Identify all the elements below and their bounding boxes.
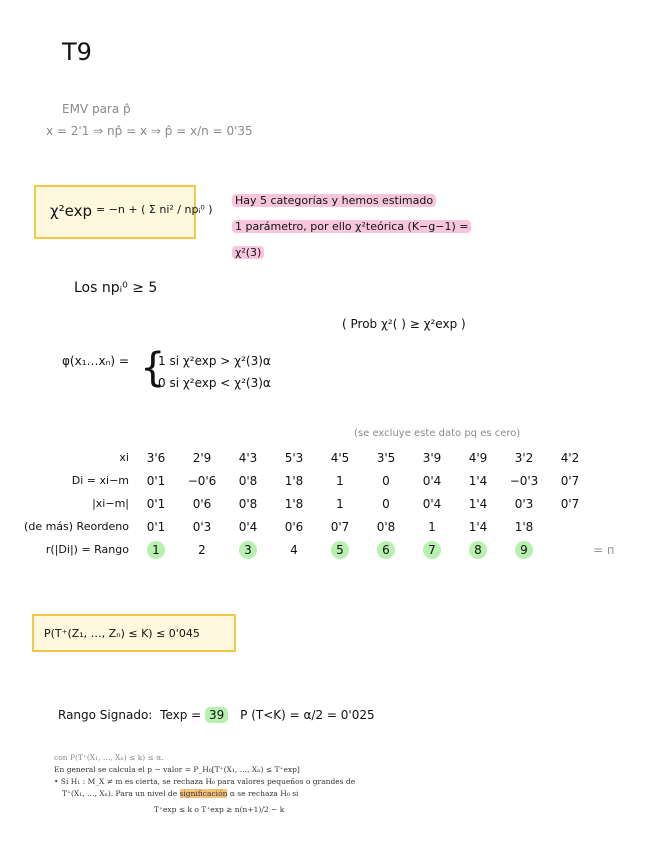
- cell-value: 0'6: [284, 519, 304, 534]
- table-cell: [133, 515, 179, 538]
- footnote: [54, 752, 355, 816]
- data-table: [16, 446, 614, 561]
- table-cell: [547, 515, 593, 538]
- cell-value: 0'7: [330, 519, 350, 534]
- cell-value: 0'8: [238, 473, 258, 488]
- excluded-note: (se excluye este dato pq es cero): [354, 428, 521, 439]
- expected-condition: Los npᵢ⁰ ≥ 5: [74, 280, 158, 296]
- cell-value: 0: [382, 496, 390, 511]
- cell-value: 0'4: [238, 519, 258, 534]
- cell-value: 3'9: [422, 450, 442, 465]
- footnote-line-4a: T⁺(X₁, …, Xₙ). Para un nivel de: [62, 789, 180, 798]
- table-cell: [455, 492, 501, 515]
- table-cell: [271, 469, 317, 492]
- cell-value: 3'2: [514, 450, 534, 465]
- table-cell: [225, 492, 271, 515]
- cell-value: 0'6: [192, 496, 212, 511]
- table-row: [16, 538, 614, 561]
- row-label: Di = xi−m: [71, 474, 129, 487]
- cell-value: 3'6: [146, 450, 166, 465]
- categories-note: [232, 188, 471, 266]
- table-cell: [225, 515, 271, 538]
- footnote-line-3: • Si H₁ : M_X ≠ m es cierta, se rechaza H₀ para valores pequeños o grandes de: [54, 777, 356, 786]
- cell-value: 1'8: [514, 519, 534, 534]
- cell-value: 0'1: [146, 473, 166, 488]
- page-title: T9: [62, 38, 92, 66]
- chi-formula-box: [34, 185, 213, 239]
- table-cell: [271, 515, 317, 538]
- cell-value: 4'2: [560, 450, 580, 465]
- prob-box-text: P(T⁺(Z₁, …, Zₙ) ≤ K) ≤ 0'045: [44, 627, 200, 640]
- cell-value: 4: [290, 542, 298, 557]
- table-cell: [271, 492, 317, 515]
- table-cell: [547, 538, 593, 561]
- categories-note-line2: 1 parámetro, por ello χ²teórica (K−g−1) =: [232, 220, 471, 233]
- cell-value: 1'8: [284, 473, 304, 488]
- table-cell: [409, 515, 455, 538]
- table-cell: [455, 469, 501, 492]
- cell-value: 1: [336, 473, 344, 488]
- rango-label: Rango Signado:: [58, 708, 153, 722]
- rank-highlight: 8: [469, 541, 487, 559]
- emv-heading: EMV para p̂: [62, 102, 131, 116]
- decision-case-1: 1 si χ²exp > χ²(3)α: [158, 354, 271, 368]
- table-cell: [363, 492, 409, 515]
- rank-highlight: 9: [515, 541, 533, 559]
- cell-value: 0'7: [560, 473, 580, 488]
- prob-note: ( Prob χ²( ) ≥ χ²exp ): [342, 317, 466, 331]
- cell-value: 1: [428, 519, 436, 534]
- table-cell: [317, 492, 363, 515]
- decision-lhs: φ(x₁…xₙ) =: [62, 354, 129, 368]
- decision-brace: {: [140, 345, 166, 391]
- table-cell: [363, 446, 409, 469]
- table-cell: [133, 492, 179, 515]
- table-cell: [317, 469, 363, 492]
- cell-value: 1'4: [468, 519, 488, 534]
- categories-note-line3: χ²(3): [232, 246, 264, 259]
- table-row: [16, 515, 614, 538]
- texp-label: Texp =: [160, 708, 206, 722]
- table-cell: [455, 538, 501, 561]
- table-cell: [547, 469, 593, 492]
- cell-value: 0'3: [192, 519, 212, 534]
- table-cell: [225, 446, 271, 469]
- table-cell: [501, 469, 547, 492]
- cell-value: 0'7: [560, 496, 580, 511]
- cell-value: 1'4: [468, 496, 488, 511]
- prob-box: [32, 614, 236, 652]
- table-cell: [133, 446, 179, 469]
- table-cell: [271, 538, 317, 561]
- cell-value: −0'6: [187, 473, 217, 488]
- cell-value: 2: [198, 542, 206, 557]
- footnote-line-5: T⁺exp ≤ k o T⁺exp ≥ n(n+1)/2 − k: [154, 805, 285, 814]
- table-cell: [501, 538, 547, 561]
- table-cell: [547, 492, 593, 515]
- table-cell: [455, 446, 501, 469]
- cell-value: 4'3: [238, 450, 258, 465]
- table-cell: [317, 446, 363, 469]
- cell-value: 3'5: [376, 450, 396, 465]
- cell-value: 1'8: [284, 496, 304, 511]
- table-cell: [409, 492, 455, 515]
- cell-value: 0'1: [146, 519, 166, 534]
- chi-lhs: χ²exp: [50, 202, 93, 220]
- footnote-line-2: En general se calcula el p − valor = P_H₀[T⁺(X₁, …, Xₙ) ≤ T⁺exp]: [54, 765, 300, 774]
- emv-line: x = 2'1 ⇒ np̂ = x ⇒ p̂ = x/n = 0'35: [46, 124, 253, 138]
- table-cell: [133, 538, 179, 561]
- cell-value: 0'8: [376, 519, 396, 534]
- cell-value: 1: [336, 496, 344, 511]
- cell-value: 0: [382, 473, 390, 488]
- row-label: xi: [119, 451, 129, 464]
- cell-value: 0'4: [422, 473, 442, 488]
- table-cell: [547, 446, 593, 469]
- rank-tail-note: = n: [593, 542, 615, 557]
- cell-value: 4'9: [468, 450, 488, 465]
- table-cell: [179, 538, 225, 561]
- table-row: [16, 446, 614, 469]
- table-cell: [409, 469, 455, 492]
- table-cell: [501, 515, 547, 538]
- table-cell: [363, 469, 409, 492]
- table-cell: [225, 469, 271, 492]
- table-cell: [409, 446, 455, 469]
- table-cell: [501, 492, 547, 515]
- footnote-line-4c: α se rechaza H₀ si: [227, 789, 299, 798]
- cell-value: 2'9: [192, 450, 212, 465]
- cell-value: 0'4: [422, 496, 442, 511]
- row-label: r(|Di|) = Rango: [45, 543, 129, 556]
- decision-case-2: 0 si χ²exp < χ²(3)α: [158, 376, 271, 390]
- table-cell: [317, 515, 363, 538]
- table-cell: [271, 446, 317, 469]
- cell-value: 0'1: [146, 496, 166, 511]
- table-row: [16, 469, 614, 492]
- table-cell: [225, 538, 271, 561]
- cell-value: 4'5: [330, 450, 350, 465]
- table-cell: [133, 469, 179, 492]
- table-cell: [409, 538, 455, 561]
- rango-prob: P (T<K) = α/2 = 0'025: [240, 708, 375, 722]
- texp-value: 39: [205, 707, 228, 723]
- table-row: [16, 492, 614, 515]
- rank-highlight: 5: [331, 541, 349, 559]
- cell-value: 0'8: [238, 496, 258, 511]
- table-cell: [363, 515, 409, 538]
- footnote-line-1: con P(T⁺(X₁, …, Xₙ) ≤ k) ≤ α.: [54, 753, 164, 762]
- rank-highlight: 6: [377, 541, 395, 559]
- table-cell: [179, 515, 225, 538]
- table-cell: [501, 446, 547, 469]
- row-label: (de más) Reordeno: [24, 520, 129, 533]
- row-label: |xi−m|: [92, 497, 129, 510]
- table-cell: [363, 538, 409, 561]
- cell-value: 5'3: [284, 450, 304, 465]
- table-cell: [179, 492, 225, 515]
- table-cell: [179, 469, 225, 492]
- cell-value: 0'3: [514, 496, 534, 511]
- table-cell: [179, 446, 225, 469]
- rank-highlight: 1: [147, 541, 165, 559]
- chi-rhs: = −n + ( Σ ni² / npᵢ⁰ ): [96, 203, 213, 216]
- cell-value: −0'3: [509, 473, 539, 488]
- table-cell: [317, 538, 363, 561]
- table-cell: [455, 515, 501, 538]
- rank-highlight: 3: [239, 541, 257, 559]
- rank-highlight: 7: [423, 541, 441, 559]
- categories-note-line1: Hay 5 categorías y hemos estimado: [232, 194, 436, 207]
- footnote-highlight: significación: [179, 789, 228, 798]
- cell-value: 1'4: [468, 473, 488, 488]
- rango-signado-line: [58, 708, 375, 722]
- footnote-line-4: [54, 788, 355, 800]
